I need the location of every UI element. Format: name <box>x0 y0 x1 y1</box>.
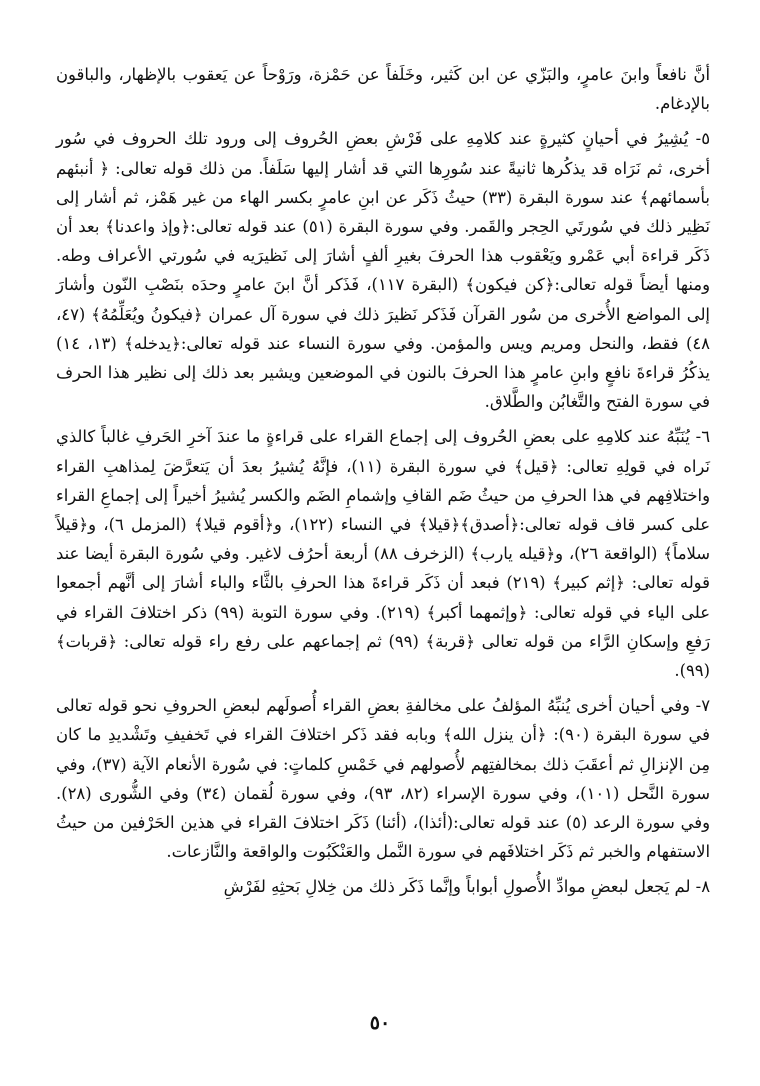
paragraph-item-5: ٥- يُشِيرُ في أحيانٍ كثيرةٍ عند كلامِهِ على فَرْشِ بعضِ الحُروف إلى ورود تلك الحروف في سُور أخرى، ثم نَرَاه قد يذكُرها ثانيةً عند سُورِها التي قد أشار إليها سَلَفاً. من ذلك قوله تعالى: ﴿ أنبئهم بأسمائهم﴾ عند سورة البقرة (٣٣) حيثُ ذَكَر عن ابنِ عامرٍ بكسر الهاء من غير هَمْز، ثم أشار إلى نَظِير ذلك في سُورتَي الحِجر والقَمر. وفي سورة البقرة (٥١) عند قوله تعالى:﴿وإذ واعدنا﴾ بعد أن ذَكَر قراءة أبي عَمْرو ويَعْقوب هذا الحرفَ بغيرِ ألفٍ أشارَ إلى نَظيرَيه في سُورتي الأعراف وطه. ومنها أيضاً قوله تعالى:﴿كن فيكون﴾ (البقرة ١١٧)، فَذَكر أنَّ ابنَ عامرٍ وحدَه بنَصْبِ النّون وأشارَ إلى المواضع الأُخرى من سُور القرآن فَذَكر نَظيرَ ذلك في سورة آل عمران ﴿فيكونُ ويُعَلِّمُهُ﴾ (٤٧، ٤٨) فقط، والنحل ومريم ويس والمؤمن. وفي سورة النساء عند قوله تعالى:﴿يدخله﴾ (١٣، ١٤) يذكُرُ قراءةَ نافعٍ وابنِ عامرٍ هذا الحرفَ بالنون في الموضعين ويشير بعد ذلك إلى نظير هذا الحرف في سورة الفتح والتَّغابُن والطَّلاق. <box>56 129 710 412</box>
paragraph-item-6: ٦- يُنَبِّهُ عند كلامِهِ على بعضِ الحُروف إلى إجماع القراء على قراءةٍ ما عندَ آخرِ الحَرفِ غالباً كالذي نَراه في قولِهِ تعالى: ﴿قيل﴾ في سورة البقرة (١١)، فإنَّهُ يُشيرُ بعدَ أن يَتعرَّضَ لِمذاهبِ القراء واختلافِهم في هذا الحرفِ من حيثُ ضَم القافِ وإشمامِ الضَم والكسر يُشيرُ أخيراً إلى إجماعِ القراء على كسر قاف قوله تعالى:﴿أصدق﴾﴿قيلا﴾ في النساء (١٢٢)، و﴿أقوم قيلا﴾ (المزمل ٦)، و﴿قيلاً سلاماً﴾ (الواقعة ٢٦)، و﴿قيله يارب﴾ (الزخرف ٨٨) أربعة أحرُف لاغير. وفي سُورة البقرة أيضا عند قوله تعالى: ﴿إثم كبير﴾ (٢١٩) فبعد أن ذَكَر قراءةَ هذا الحرفِ بالثَّاء والباء أشارَ إلى أنَّهم أجمعوا على الياء في قوله تعالى: ﴿وإثمهما أكبر﴾ (٢١٩). وفي سورة التوبة (٩٩) ذكر اختلافَ القراء في رَفعِ وإسكانِ الرَّاء من قوله تعالى ﴿قربة﴾ (٩٩) ثم إجماعهم على رفع راء قوله تعالى: ﴿قربات﴾ (٩٩). <box>56 427 711 681</box>
paragraph-item-8: ٨- لم يَجعل لبعضِ موادِّ الأُصولِ أبواباً وإنَّما ذَكَر ذلك من خِلالِ بَحثِهِ لفَرْشِ <box>223 877 710 897</box>
paragraph-item-7: ٧- وفي أحيان أخرى يُنبِّهُ المؤلفُ على مخالفةِ بعضِ القراء أُصولَهم لبعضِ الحروفِ نحو قوله تعالى في سورة البقرة (٩٠): ﴿أن ينزل الله﴾ وبابه فقد ذَكر اختلافَ القراء في تَخفيفِ وتَشْديدِ ما كان مِن الإنزالِ ثم أعقَبَ ذلك بمخالفتِهم لأُصولهم في خَمْسِ كلماتٍ: في سُورة الأنعام الآية (٣٧)، وفي سورة النَّحل (١٠١)، وفي سورة الإسراء (٨٢، ٩٣)، وفي سورة لُقمان (٣٤) وفي الشُّورى (٢٨). وفي سورة الرعد (٥) عند قوله تعالى:(أئذا)، (أئنا) ذَكَر اختلافَ القراء في هذين الحَرْفين من حيثُ الاستفهام والخبر ثم ذَكَر اختلافَهم في سورة النَّمل والعَنْكَبُوت والواقعة والنَّازعات. <box>56 696 710 862</box>
page-body <box>56 60 710 908</box>
page-number: ٥٠ <box>369 1012 391 1034</box>
paragraph-continuation: أنَّ نافعاً وابنَ عامرٍ، والبَزّي عن ابن كَثير، وخَلَفاً عن حَمْزة، ورَوْحاً عن يَعقوب بالإظهار، والباقون بالإدغام. <box>56 65 710 114</box>
